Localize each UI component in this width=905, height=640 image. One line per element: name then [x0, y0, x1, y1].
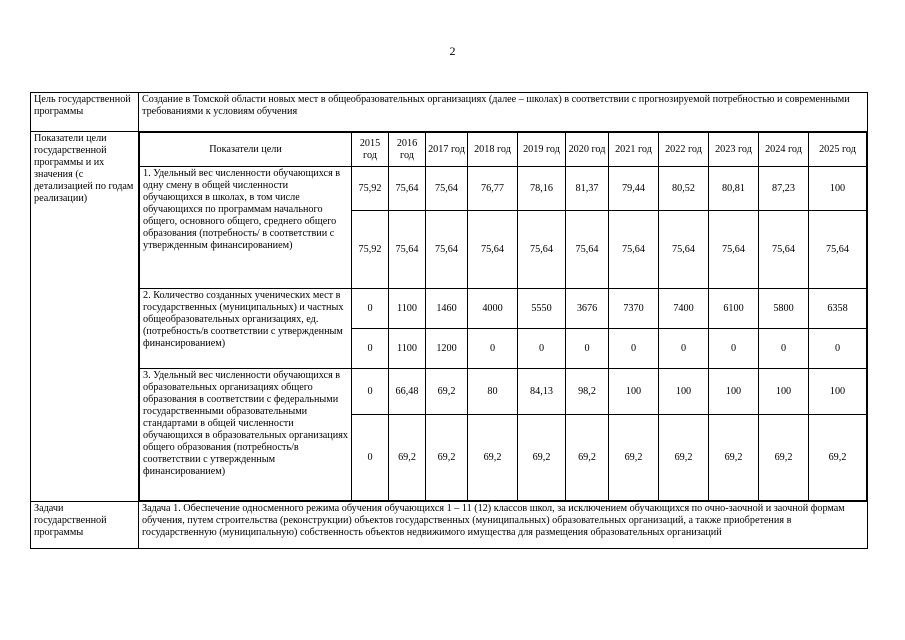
indicator-value-row [140, 167, 867, 211]
indicator-value: 69,2 [709, 415, 759, 501]
indicator-value: 0 [609, 329, 659, 369]
year-header: 2024 год [759, 133, 809, 167]
indicator-value: 1100 [389, 329, 426, 369]
indicator-value: 7400 [659, 289, 709, 329]
indicator-value: 80 [468, 369, 518, 415]
indicator-value: 3676 [566, 289, 609, 329]
indicator-value: 76,77 [468, 167, 518, 211]
indicator-value: 80,81 [709, 167, 759, 211]
indicator-value: 69,2 [759, 415, 809, 501]
indicator-description: 1. Удельный вес численности обучающихся в одну смену в общей численности обучающихся в школах, в том числе обучающихся по программам начального общего, основного общего, среднего общего образования (потребность/ в соответствии с утвержденным финансированием) [140, 167, 352, 289]
year-header: 2017 год [426, 133, 468, 167]
indicator-value: 69,2 [426, 369, 468, 415]
indicators-header-label: Показатели цели [140, 133, 352, 167]
indicator-value: 75,92 [352, 211, 389, 289]
indicator-value: 75,64 [518, 211, 566, 289]
indicator-value: 7370 [609, 289, 659, 329]
indicator-value: 75,64 [809, 211, 867, 289]
indicator-value: 0 [468, 329, 518, 369]
page-number: 2 [449, 44, 456, 58]
indicators-row [31, 132, 868, 502]
indicator-value: 75,64 [759, 211, 809, 289]
indicator-value: 69,2 [518, 415, 566, 501]
indicator-value: 5550 [518, 289, 566, 329]
indicator-value: 0 [566, 329, 609, 369]
indicator-value: 75,64 [659, 211, 709, 289]
indicator-value: 0 [352, 369, 389, 415]
year-header: 2021 год [609, 133, 659, 167]
indicators-header-row [140, 133, 867, 167]
indicator-value: 75,64 [426, 211, 468, 289]
indicator-value: 0 [352, 329, 389, 369]
indicator-value: 81,37 [566, 167, 609, 211]
goal-text: Создание в Томской области новых мест в общеобразовательных организациях (далее – школах) в соответствии с прогнозируемой потребностью и современными требованиями к условиям обучения [139, 93, 868, 132]
indicator-value: 6100 [709, 289, 759, 329]
indicator-value: 75,64 [426, 167, 468, 211]
indicators-label: Показатели цели государственной программы и их значения (с детализацией по годам реализации) [31, 132, 139, 502]
year-header: 2025 год [809, 133, 867, 167]
indicator-value: 0 [518, 329, 566, 369]
indicator-value: 100 [609, 369, 659, 415]
indicator-value: 69,2 [809, 415, 867, 501]
year-header: 2019 год [518, 133, 566, 167]
indicator-value: 75,64 [609, 211, 659, 289]
indicator-value: 0 [809, 329, 867, 369]
indicator-value: 75,64 [566, 211, 609, 289]
indicator-value: 84,13 [518, 369, 566, 415]
tasks-row [31, 502, 868, 549]
indicator-value: 100 [809, 369, 867, 415]
indicator-value: 75,64 [389, 167, 426, 211]
indicator-value: 69,2 [389, 415, 426, 501]
indicator-value: 75,64 [389, 211, 426, 289]
indicator-value: 69,2 [468, 415, 518, 501]
indicator-value: 69,2 [609, 415, 659, 501]
indicator-value: 0 [709, 329, 759, 369]
indicator-value: 80,52 [659, 167, 709, 211]
indicator-value: 78,16 [518, 167, 566, 211]
indicator-value-row [140, 369, 867, 415]
indicator-value: 87,23 [759, 167, 809, 211]
goal-row [31, 93, 868, 132]
year-header: 2023 год [709, 133, 759, 167]
indicator-description: 2. Количество созданных ученических мест в государственных (муниципальных) и частных общеобразовательных организациях, ед. (потребность/в соответствии с утвержденным финансированием) [140, 289, 352, 369]
indicator-value: 5800 [759, 289, 809, 329]
indicator-value: 100 [659, 369, 709, 415]
indicator-value: 1200 [426, 329, 468, 369]
indicator-value: 100 [759, 369, 809, 415]
year-header: 2015 год [352, 133, 389, 167]
indicators-table [139, 132, 867, 501]
year-header: 2020 год [566, 133, 609, 167]
indicator-value: 6358 [809, 289, 867, 329]
indicator-value: 69,2 [659, 415, 709, 501]
indicator-description: 3. Удельный вес численности обучающихся в образовательных организациях общего образования в соответствии с федеральными государственными образовательными стандартами в общей численности обучающихся в образовательных организациях общего образования (потребность/в соответствии с утвержденным финансированием) [140, 369, 352, 501]
indicator-value: 4000 [468, 289, 518, 329]
indicator-value: 75,64 [468, 211, 518, 289]
indicator-value: 0 [759, 329, 809, 369]
indicator-value: 79,44 [609, 167, 659, 211]
goal-label: Цель государственной программы [31, 93, 139, 132]
indicator-value: 98,2 [566, 369, 609, 415]
year-header: 2016 год [389, 133, 426, 167]
tasks-label: Задачи государственной программы [31, 502, 139, 549]
indicator-value-row [140, 289, 867, 329]
year-header: 2018 год [468, 133, 518, 167]
indicator-value: 100 [709, 369, 759, 415]
indicator-value: 0 [352, 289, 389, 329]
indicator-value: 69,2 [566, 415, 609, 501]
indicators-cell [139, 132, 868, 502]
indicator-value: 1100 [389, 289, 426, 329]
program-passport-table [30, 92, 868, 549]
indicator-value: 100 [809, 167, 867, 211]
year-header: 2022 год [659, 133, 709, 167]
indicator-value: 0 [352, 415, 389, 501]
indicator-value: 75,92 [352, 167, 389, 211]
indicator-value: 66,48 [389, 369, 426, 415]
indicator-value: 1460 [426, 289, 468, 329]
indicator-value: 75,64 [709, 211, 759, 289]
indicator-value: 0 [659, 329, 709, 369]
tasks-text: Задача 1. Обеспечение односменного режима обучения обучающихся 1 – 11 (12) классов школ, за исключением обучающихся по очно-заочной и заочной формам обучения, путем строительства (реконструкции) объектов государственных (муниципальных) образовательных организаций, а также приобретения в государственную (муниципальную) собственность объектов недвижимого имущества для размещения образовательных организаций [139, 502, 868, 549]
indicator-value: 69,2 [426, 415, 468, 501]
